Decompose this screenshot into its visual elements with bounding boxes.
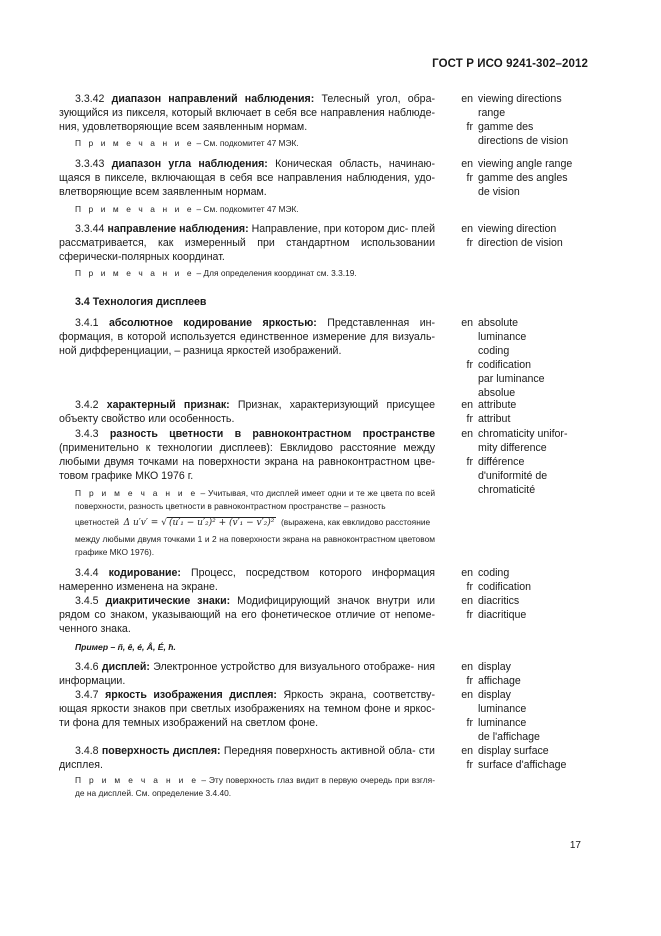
translation-text: luminance [478,703,527,715]
translation-3-3-43 [447,157,572,199]
term-3-3-44 [59,222,435,264]
term-name: диакритические знаки: [105,595,231,607]
translation-text: par luminance [478,373,545,385]
translation-text: gamme des angles [478,172,568,184]
note-text: – Учитывая, что дисплей имеет одни и те же цвета по всей поверхности, разность цветности в равноконтрастном пространстве – разность [75,488,435,511]
lang-code: en [461,399,473,411]
lang-code: en [461,428,473,440]
translation-3-3-44 [447,222,563,250]
term-3-4-4 [59,566,435,594]
term-3-4-6 [59,660,435,688]
translation-3-4-2 [447,398,516,426]
translation-3-4-4 [447,566,531,594]
translation-text: diacritics [478,595,520,607]
translation-text: attribut [478,413,511,425]
lang-code: fr [466,237,473,249]
term-def-start: Электронное устройство для визуального отображе- [153,661,415,673]
sqrt-icon: √ [161,518,167,528]
term-3-3-43 [59,157,435,199]
translation-3-4-3 [447,427,567,497]
lang-code: en [461,595,473,607]
section-heading [75,296,206,308]
term-def: ющая яркости знаков при светлых изображениях на темном фоне и яркос-ти фона для темных изображений на светлом фоне. [59,703,435,729]
example-chars: ñ, ê, é, Â, É, ħ. [117,642,176,652]
lang-code: en [461,745,473,757]
translation-text: display [478,689,511,701]
page-number: 17 [569,840,581,851]
term-name: характерный признак: [106,399,230,411]
lang-code: en [461,223,473,235]
translation-3-4-5 [447,594,526,622]
note-3-4-3-cont [75,533,435,559]
term-3-4-2 [59,398,435,426]
term-number: 3.4.8 [75,745,99,757]
term-def: объекту свойство или особенность. [59,413,235,425]
term-def: рядом со знаком, указывающий на его фонетическое отличие от непоме-ченного знака. [59,609,435,635]
translation-3-3-42 [447,92,568,148]
term-def-start: Представленная ин- [327,317,435,329]
term-number: 3.4.3 [75,428,99,440]
lang-code: en [461,317,473,329]
note-3-4-8 [75,774,435,800]
section-title: Технология дисплеев [92,296,207,308]
term-3-3-42 [59,92,435,134]
term-def-start: Яркость экрана, соответству- [283,689,435,701]
translation-text: mity difference [478,442,547,454]
document-header: ГОСТ Р ИСО 9241-302–2012 [432,58,588,70]
note-text: цветностей [75,517,119,527]
term-name: диапазон направлений наблюдения: [111,93,315,105]
note-3-3-44 [75,267,435,280]
formula-lhs: Δ u′v′ = [123,518,159,528]
note-3-3-42 [75,137,435,150]
term-def-start: Процесс, посредством которого информация [191,567,435,579]
translation-text: coding [478,345,510,357]
lang-code: fr [466,609,473,621]
translation-text: range [478,107,506,119]
note-label: П р и м е ч а н и е [75,488,198,498]
lang-code: fr [466,456,473,468]
term-number: 3.3.42 [75,93,105,105]
note-label: П р и м е ч а н и е [75,775,199,785]
term-def: ния информации. [59,661,436,687]
term-def: щаяся в пикселе, включающая в себя все направления наблюдения, удо-влетворяющие всем заявленным нормам. [59,172,435,198]
lang-code: fr [466,717,473,729]
translation-text: codification [478,359,531,371]
formula [124,517,277,530]
note-text: – Для определения координат см. 3.3.19. [196,268,357,278]
lang-code: en [461,661,473,673]
term-number: 3.4.4 [75,567,99,579]
lang-code: fr [466,172,473,184]
translation-text: display [478,661,511,673]
example-label: Пример – [75,642,116,652]
translation-text: chromaticité [478,484,536,496]
formula-radicand: (u′₁ − u′₂)² + (v′₁ − v′₂)² [168,518,275,528]
translation-text: absolute [478,317,519,329]
term-number: 3.4.1 [75,317,99,329]
term-def-start: Модифицирующий значок внутри или [237,595,435,607]
translation-text: codification [478,581,531,593]
translation-text: chromaticity unifor- [478,428,568,440]
term-def-start: Коническая область, начинаю- [275,158,435,170]
note-text: – См. подкомитет 47 МЭК. [196,138,299,148]
term-number: 3.3.43 [75,158,105,170]
lang-code: fr [466,581,473,593]
note-3-3-43 [75,203,435,216]
term-3-4-5 [59,594,435,636]
translation-3-4-6 [447,660,521,688]
note-text: между любыми двумя точками 1 и 2 на поверхности экрана на равноконтрастном цветовом графике МКО 1976). [75,534,435,557]
term-name: диапазон угла наблюдения: [111,158,268,170]
term-3-4-1 [59,316,435,358]
note-formula-line [75,516,435,530]
term-def: формация, в которой используется единственное измерение для визуаль-ной дифференциации, – разница яркостей изображений. [59,331,435,357]
translation-text: directions de vision [478,135,569,147]
term-def: зующийся из пикселя, который включает в себя все направления наблюде-ния, удовлетворяющие всем заявленным нормам. [59,107,435,133]
translation-text: viewing direction [478,223,557,235]
term-def: сти дисплея. [59,745,435,771]
translation-text: luminance [478,717,527,729]
term-3-4-7 [59,688,435,730]
note-label: П р и м е ч а н и е [75,268,195,278]
example [75,642,176,652]
translation-text: viewing angle range [478,158,573,170]
lang-code: en [461,567,473,579]
translation-text: gamme des [478,121,534,133]
term-3-4-3 [59,427,435,483]
translation-3-4-1 [447,316,545,400]
term-def: намеренно изменена на экране. [59,581,218,593]
lang-code: en [461,158,473,170]
note-text: – Эту поверхность глаз видит в первую очередь при взгля-де на дисплей. См. определение 3.4.40. [75,775,435,798]
lang-code: fr [466,359,473,371]
translation-text: d'uniformité de [478,470,548,482]
section-number: 3.4 [75,296,90,308]
term-number: 3.4.7 [75,689,99,701]
term-def-start: Телесный угол, обра- [321,93,435,105]
translation-text: attribute [478,399,517,411]
translation-3-4-7 [447,688,540,744]
translation-text: absolue [478,387,516,399]
term-name: абсолютное кодирование яркостью: [109,317,317,329]
lang-code: en [461,689,473,701]
term-number: 3.4.5 [75,595,99,607]
lang-code: fr [466,413,473,425]
term-name: поверхность дисплея: [101,745,221,757]
translation-text: luminance [478,331,527,343]
term-def-start: Признак, характеризующий присущее [237,399,435,411]
term-def: плей рассматривается, как измеренный при стандартном использовании сферически-полярных координат. [59,223,435,263]
translation-text: display surface [478,745,549,757]
translation-3-4-8 [447,744,566,772]
term-name: яркость изображения дисплея: [105,689,277,701]
note-3-4-3 [75,487,435,513]
lang-code: en [461,93,473,105]
translation-text: coding [478,567,510,579]
lang-code: fr [466,675,473,687]
translation-text: affichage [478,675,521,687]
lang-code: fr [466,121,473,133]
term-number: 3.3.44 [75,223,105,235]
translation-text: viewing directions [478,93,562,105]
translation-text: de vision [478,186,520,198]
note-label: П р и м е ч а н и е [75,204,195,214]
term-number: 3.4.6 [75,661,99,673]
term-3-4-8 [59,744,435,772]
translation-text: surface d'affichage [478,759,567,771]
note-text: (выражена, как евклидово расстояние [281,517,431,527]
term-number: 3.4.2 [75,399,99,411]
translation-text: différence [478,456,525,468]
term-def-start: Передняя поверхность активной обла- [223,745,416,757]
note-label: П р и м е ч а н и е [75,138,195,148]
translation-text: de l'affichage [478,731,540,743]
note-text: – См. подкомитет 47 МЭК. [196,204,299,214]
term-name: дисплей: [101,661,150,673]
term-name: кодирование: [108,567,181,579]
term-name: разность цветности в равноконтрастном пространстве [109,428,435,440]
lang-code: fr [466,759,473,771]
term-def: (применительно к технологии дисплеев): Евклидово расстояние между любыми двумя точками на поверхности экрана на равноконтрастном цве-товом графике МКО 1976 г. [59,442,435,482]
translation-text: diacritique [478,609,527,621]
term-def-start: Направление, при котором дис- [251,223,409,235]
term-name: направление наблюдения: [107,223,249,235]
translation-text: direction de vision [478,237,563,249]
